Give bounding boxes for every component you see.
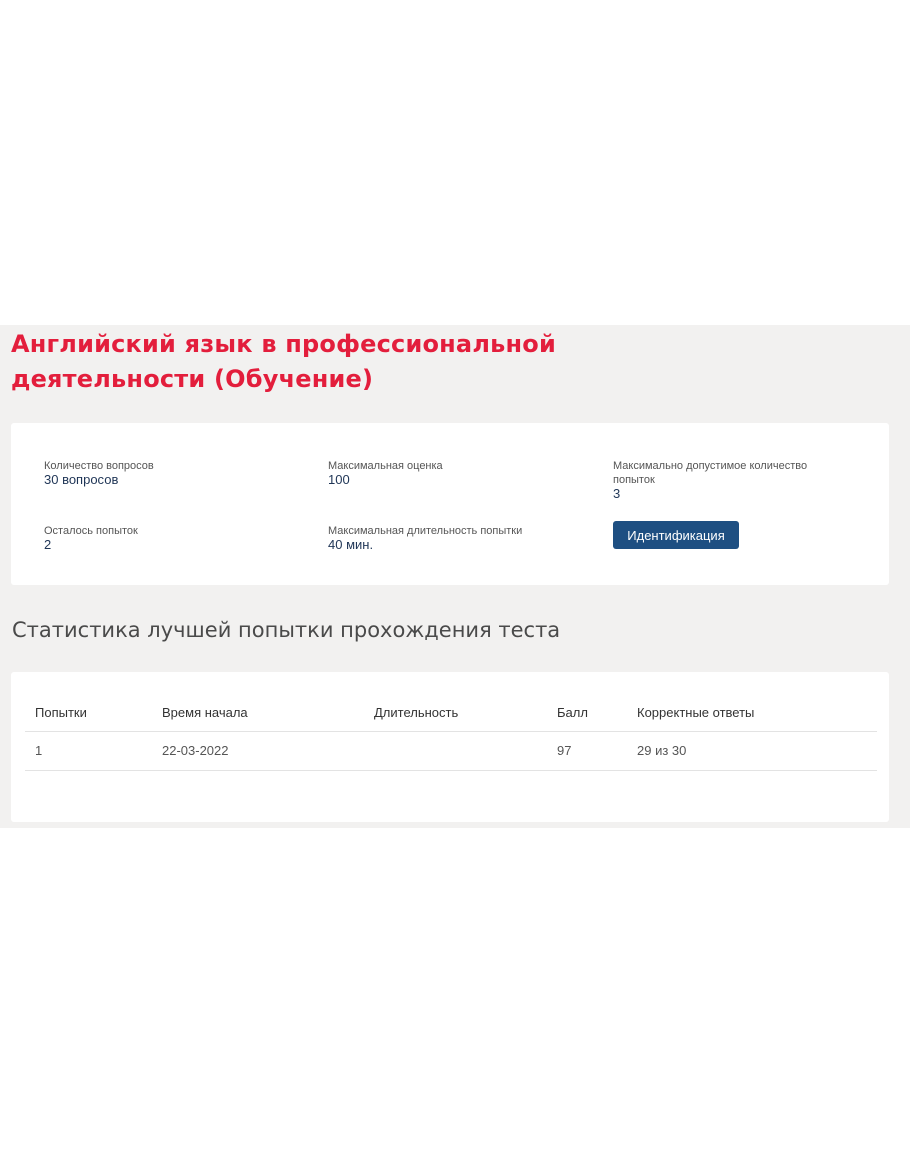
attempt-number-cell: 1 (25, 731, 152, 770)
start-time-cell: 22-03-2022 (152, 731, 364, 770)
page-title: Английский язык в профессиональной деятельности (Обучение) (11, 330, 556, 393)
stats-header-row (25, 694, 877, 731)
max-duration-label: Максимальная длительность попытки (328, 525, 523, 537)
column-header-attempts: Попытки (25, 694, 152, 731)
column-header-start-time: Время начала (152, 694, 364, 731)
score-cell: 97 (547, 731, 627, 770)
attempts-left-field (44, 524, 274, 552)
duration-cell (364, 731, 547, 770)
questions-count-value: 30 вопросов (44, 472, 119, 487)
max-score-value: 100 (328, 472, 350, 487)
stats-heading: Статистика лучшей попытки прохождения теста (12, 618, 561, 642)
max-attempts-label: Максимально допустимое количество попыток (613, 460, 808, 486)
max-duration-value: 40 мин. (328, 537, 374, 552)
identification-button[interactable]: Идентификация (613, 521, 739, 549)
correct-answers-cell: 29 из 30 (627, 731, 877, 770)
column-header-duration: Длительность (364, 694, 547, 731)
max-duration-field (328, 524, 558, 552)
stats-card (11, 672, 889, 822)
table-row (25, 731, 877, 770)
questions-count-label: Количество вопросов (44, 460, 154, 472)
attempts-left-label: Осталось попыток (44, 525, 138, 537)
test-info-card (11, 423, 889, 585)
max-attempts-value: 3 (613, 486, 621, 501)
column-header-correct-answers: Корректные ответы (627, 694, 877, 731)
max-score-label: Максимальная оценка (328, 460, 443, 472)
max-score-field (328, 459, 558, 487)
max-attempts-field (613, 459, 828, 501)
attempts-left-value: 2 (44, 537, 52, 552)
column-header-score: Балл (547, 694, 627, 731)
questions-count-field (44, 459, 274, 487)
test-info-section (0, 325, 910, 828)
stats-table (25, 694, 877, 771)
